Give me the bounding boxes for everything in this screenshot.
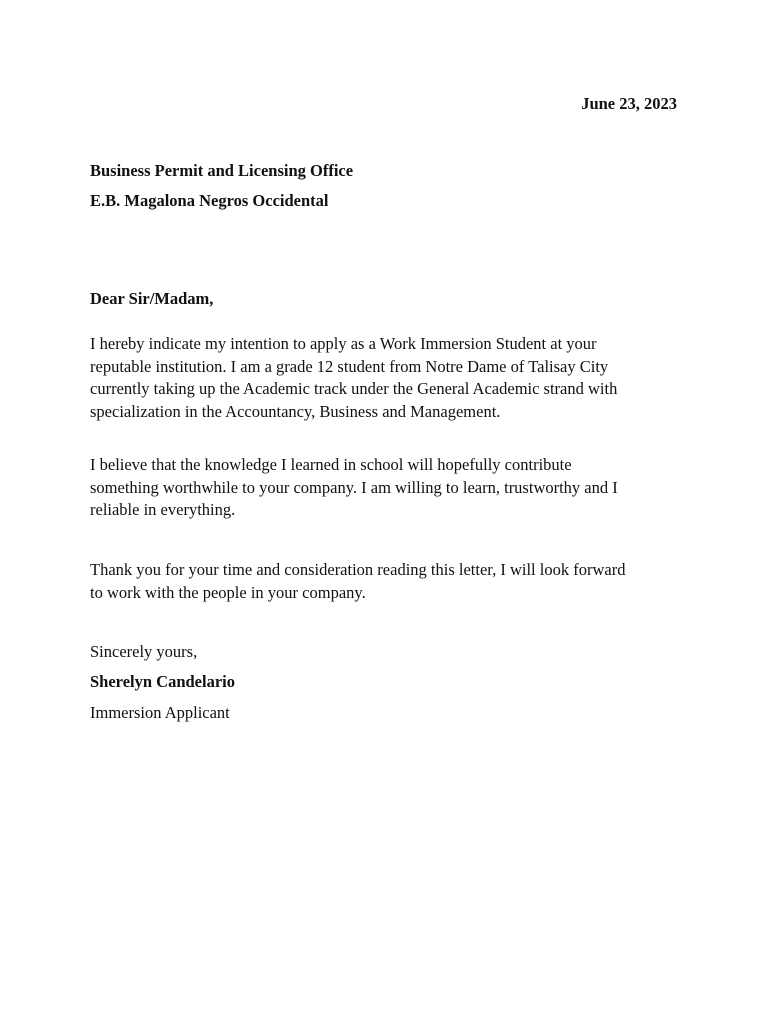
paragraph-line: something worthwhile to your company. I am willing to learn, trustworthy and I bbox=[90, 477, 618, 497]
closing: Sincerely yours, bbox=[90, 642, 198, 661]
paragraph-line: I hereby indicate my intention to apply as a Work Immersion Student at your bbox=[90, 334, 597, 353]
paragraph-line: reputable institution. I am a grade 12 student from Notre Dame of Talisay City bbox=[90, 356, 609, 376]
body-paragraph-3 bbox=[90, 559, 690, 604]
letter-date: June 23, 2023 bbox=[581, 94, 677, 113]
paragraph-line: Thank you for your time and consideration reading this letter, I will look forward bbox=[90, 560, 626, 579]
paragraph-line: to work with the people in your company. bbox=[90, 582, 366, 602]
salutation: Dear Sir/Madam, bbox=[90, 289, 214, 308]
paragraph-line: reliable in everything. bbox=[90, 500, 236, 519]
paragraph-line: currently taking up the Academic track under the General Academic strand with bbox=[90, 379, 618, 398]
recipient-block bbox=[90, 156, 353, 216]
recipient-address: E.B. Magalona Negros Occidental bbox=[90, 191, 329, 210]
paragraph-line: specialization in the Accountancy, Business and Management. bbox=[90, 401, 501, 421]
body-paragraph-1 bbox=[90, 333, 690, 423]
signer-name: Sherelyn Candelario bbox=[90, 672, 235, 691]
paragraph-line: I believe that the knowledge I learned in school will hopefully contribute bbox=[90, 455, 572, 474]
recipient-office: Business Permit and Licensing Office bbox=[90, 161, 354, 180]
signer-title: Immersion Applicant bbox=[90, 703, 230, 722]
body-paragraph-2 bbox=[90, 454, 690, 522]
